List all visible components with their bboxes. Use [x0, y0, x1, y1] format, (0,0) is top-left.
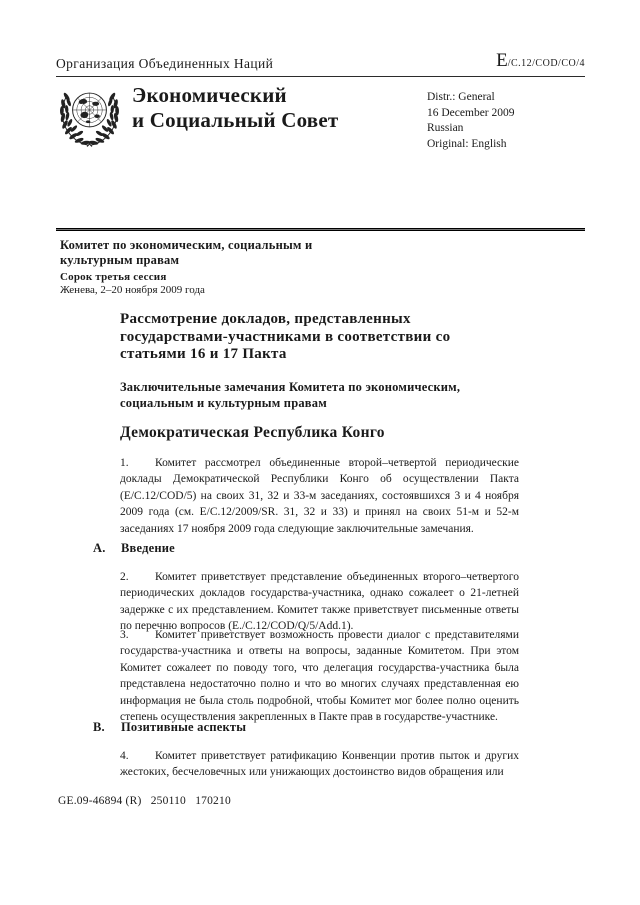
- council-title-line: и Социальный Совет: [132, 107, 339, 132]
- country-title: Демократическая Республика Конго: [120, 424, 385, 441]
- session-title: Сорок третья сессия: [60, 271, 167, 283]
- paragraph-2: [120, 569, 519, 635]
- distr-date: 16 December 2009: [427, 106, 515, 119]
- distribution-block: [427, 90, 515, 152]
- subtitle-line: Заключительные замечания Комитета по экономическим,: [120, 380, 461, 394]
- distr-type: Distr.: General: [427, 91, 495, 103]
- subtitle-line: социальным и культурным правам: [120, 395, 327, 410]
- paragraph-text: Комитет приветствует представление объединенных второго–четвертого периодических докладов государства-участника, однако сожалеет о 21-летней задержке с их представлением. Комитет также приветствует письменные ответы по перечню вопросов (E./C.12/COD/Q/5/Add.1).: [120, 571, 519, 633]
- paragraph-text: Комитет приветствует возможность провести диалог с представителями государства-участника и ответы на вопросы, заданные Комитетом. При этом Комитет сожалеет по поводу того, что делегация государства-участника была представлена недостаточно полно и что во многих случаях представленная ею информация не была столь подробной, чтобы Комитет мог более полно оценить степень осуществления закрепленных в Пакте прав в государстве-участнике.: [120, 629, 519, 724]
- paragraph-text: Комитет рассмотрел объединенные второй–четвертой периодические доклады Демократической Республики Конго об осуществлении Пакта (E/C.12/COD/5) на своих 31, 32 и 33-м заседаниях, состоявшихся 3 и 4 ноября 2009 года (см. E/C.12/2009/SR. 31, 32 и 33) и принял на своих 51-м и 52-м заседаниях 17 ноября 2009 года следующие заключительные замечания.: [120, 457, 519, 535]
- paragraph-1: [120, 455, 519, 537]
- section-a-heading: [93, 541, 513, 556]
- section-letter: B.: [93, 720, 105, 734]
- section-title: Позитивные аспекты: [121, 720, 247, 734]
- session-venue: Женева, 2–20 ноября 2009 года: [60, 283, 205, 296]
- document-symbol-number: /C.12/COD/CO/4: [507, 58, 585, 69]
- document-footer-code: GE.09-46894 (R) 250110 170210: [58, 795, 231, 807]
- council-title: [132, 83, 338, 132]
- paragraph-number: 3.: [120, 629, 129, 641]
- divider-rule: [56, 228, 585, 231]
- document-symbol-series: E: [496, 50, 508, 71]
- council-title-line: Экономический: [132, 83, 287, 107]
- main-title-line: государствами-участниками в соответствии со: [120, 328, 451, 345]
- main-title-line: статьями 16 и 17 Пакта: [120, 346, 287, 362]
- distr-language: Russian: [427, 122, 464, 134]
- paragraph-number: 2.: [120, 571, 129, 583]
- committee-name-line: Комитет по экономическим, социальным и: [60, 238, 313, 252]
- committee-name-line: культурным правам: [60, 253, 180, 267]
- section-b-heading: [93, 720, 513, 735]
- committee-block: [60, 238, 480, 296]
- paragraph-4: [120, 748, 519, 781]
- document-header: [56, 50, 585, 77]
- main-title: [120, 311, 550, 364]
- paragraph-number: 1.: [120, 457, 129, 469]
- section-letter: A.: [93, 541, 106, 555]
- paragraph-3: [120, 627, 519, 725]
- un-emblem-icon: [55, 81, 124, 150]
- main-title-line: Рассмотрение докладов, представленных: [120, 311, 411, 327]
- committee-name: [60, 238, 480, 268]
- document-symbol: [496, 50, 585, 72]
- section-title: Введение: [121, 541, 175, 555]
- distr-original: Original: English: [427, 137, 507, 150]
- paragraph-text: Комитет приветствует ратификацию Конвенции против пыток и других жестоких, бесчеловечных или унижающих достоинство видов обращения или: [120, 750, 519, 779]
- organization-name: Организация Объединенных Наций: [56, 56, 274, 71]
- subtitle: [120, 380, 550, 411]
- paragraph-number: 4.: [120, 750, 129, 762]
